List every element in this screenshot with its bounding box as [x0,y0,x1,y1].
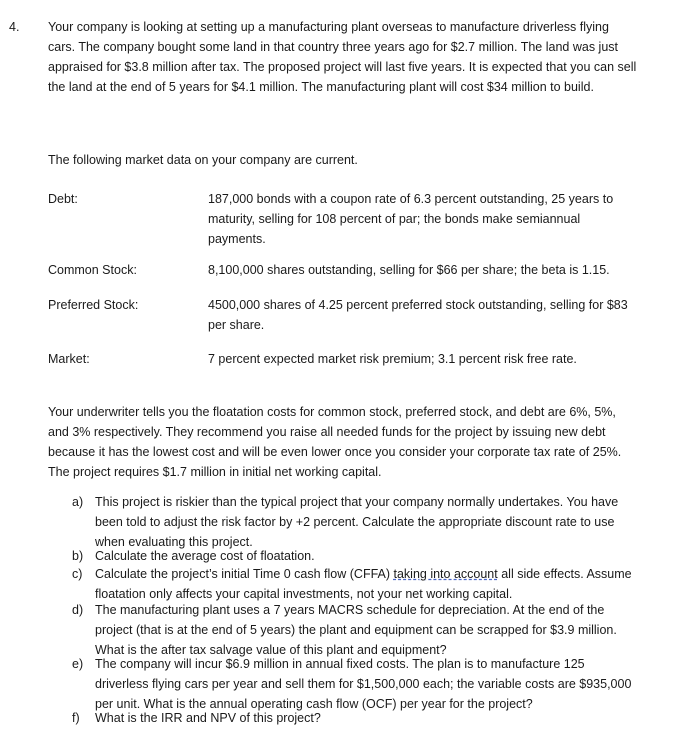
problem-intro-paragraph: Your company is looking at setting up a manufacturing plant overseas to manufacture driverless flying cars. The company bought some land in that country three years ago for $2.7 million. The land was just appraised for $3.8 million after tax. The proposed project will last five years. It is expected that you can sell the land at the end of 5 years for $4.1 million. The manufacturing plant will cost $34 million to build. [48,20,637,94]
debt-value: 187,000 bonds with a coupon rate of 6.3 percent outstanding, 25 years to maturity, selling for 108 percent of par; the bonds make semiannual payments. [208,192,614,246]
question-d-letter: d) [72,603,84,617]
market-value: 7 percent expected market risk premium; 3.1 percent risk free rate. [208,352,577,366]
question-e-letter: e) [72,657,84,671]
problem-number: 4. [9,20,20,34]
question-c-text-end: all side effects. Assume floatation only affects your capital investments, not your net working capital. [95,567,632,601]
common-stock-value: 8,100,000 shares outstanding, selling for $66 per share; the beta is 1.15. [208,263,610,277]
question-d-text: The manufacturing plant uses a 7 years MACRS schedule for depreciation. At the end of the project (that is at the end of 5 years) the plant and equipment can be scrapped for $3.9 million. What is the after tax salvage value of this plant and equipment? [95,603,617,657]
question-a-letter: a) [72,495,84,509]
common-stock-label: Common Stock: [48,263,137,277]
question-c-text-start: Calculate the project’s initial Time 0 cash flow (CFFA) [95,567,394,581]
preferred-stock-value: 4500,000 shares of 4.25 percent preferred stock outstanding, selling for $83 per share. [208,298,628,332]
question-b-text: Calculate the average cost of floatation. [95,549,315,563]
debt-label: Debt: [48,192,78,206]
market-label: Market: [48,352,90,366]
question-f-letter: f) [72,711,80,725]
underwriter-paragraph: Your underwriter tells you the floatation costs for common stock, preferred stock, and debt are 6%, 5%, and 3% respectively. They recommend you raise all needed funds for the project by issuing new debt because it has the lowest cost and will be even lower once you consider your corporate tax rate of 25%. The project requires $1.7 million in initial net working capital. [48,405,622,479]
question-b-letter: b) [72,549,84,563]
preferred-stock-label: Preferred Stock: [48,298,139,312]
market-data-intro: The following market data on your company are current. [48,153,358,167]
spellcheck-underlined-phrase: taking into account [393,567,498,581]
question-c-letter: c) [72,567,83,581]
question-f-text: What is the IRR and NPV of this project? [95,711,321,725]
question-c-text [95,564,640,604]
question-a-text: This project is riskier than the typical project that your company normally undertakes. You have been told to adjust the risk factor by +2 percent. Calculate the appropriate discount rate to use when evaluating this project. [95,495,619,549]
question-e-text: The company will incur $6.9 million in annual fixed costs. The plan is to manufacture 125 driverless flying cars per year and sell them for $1,500,000 each; the variable costs are $935,000 per unit. What is the annual operating cash flow (OCF) per year for the project? [95,657,632,711]
